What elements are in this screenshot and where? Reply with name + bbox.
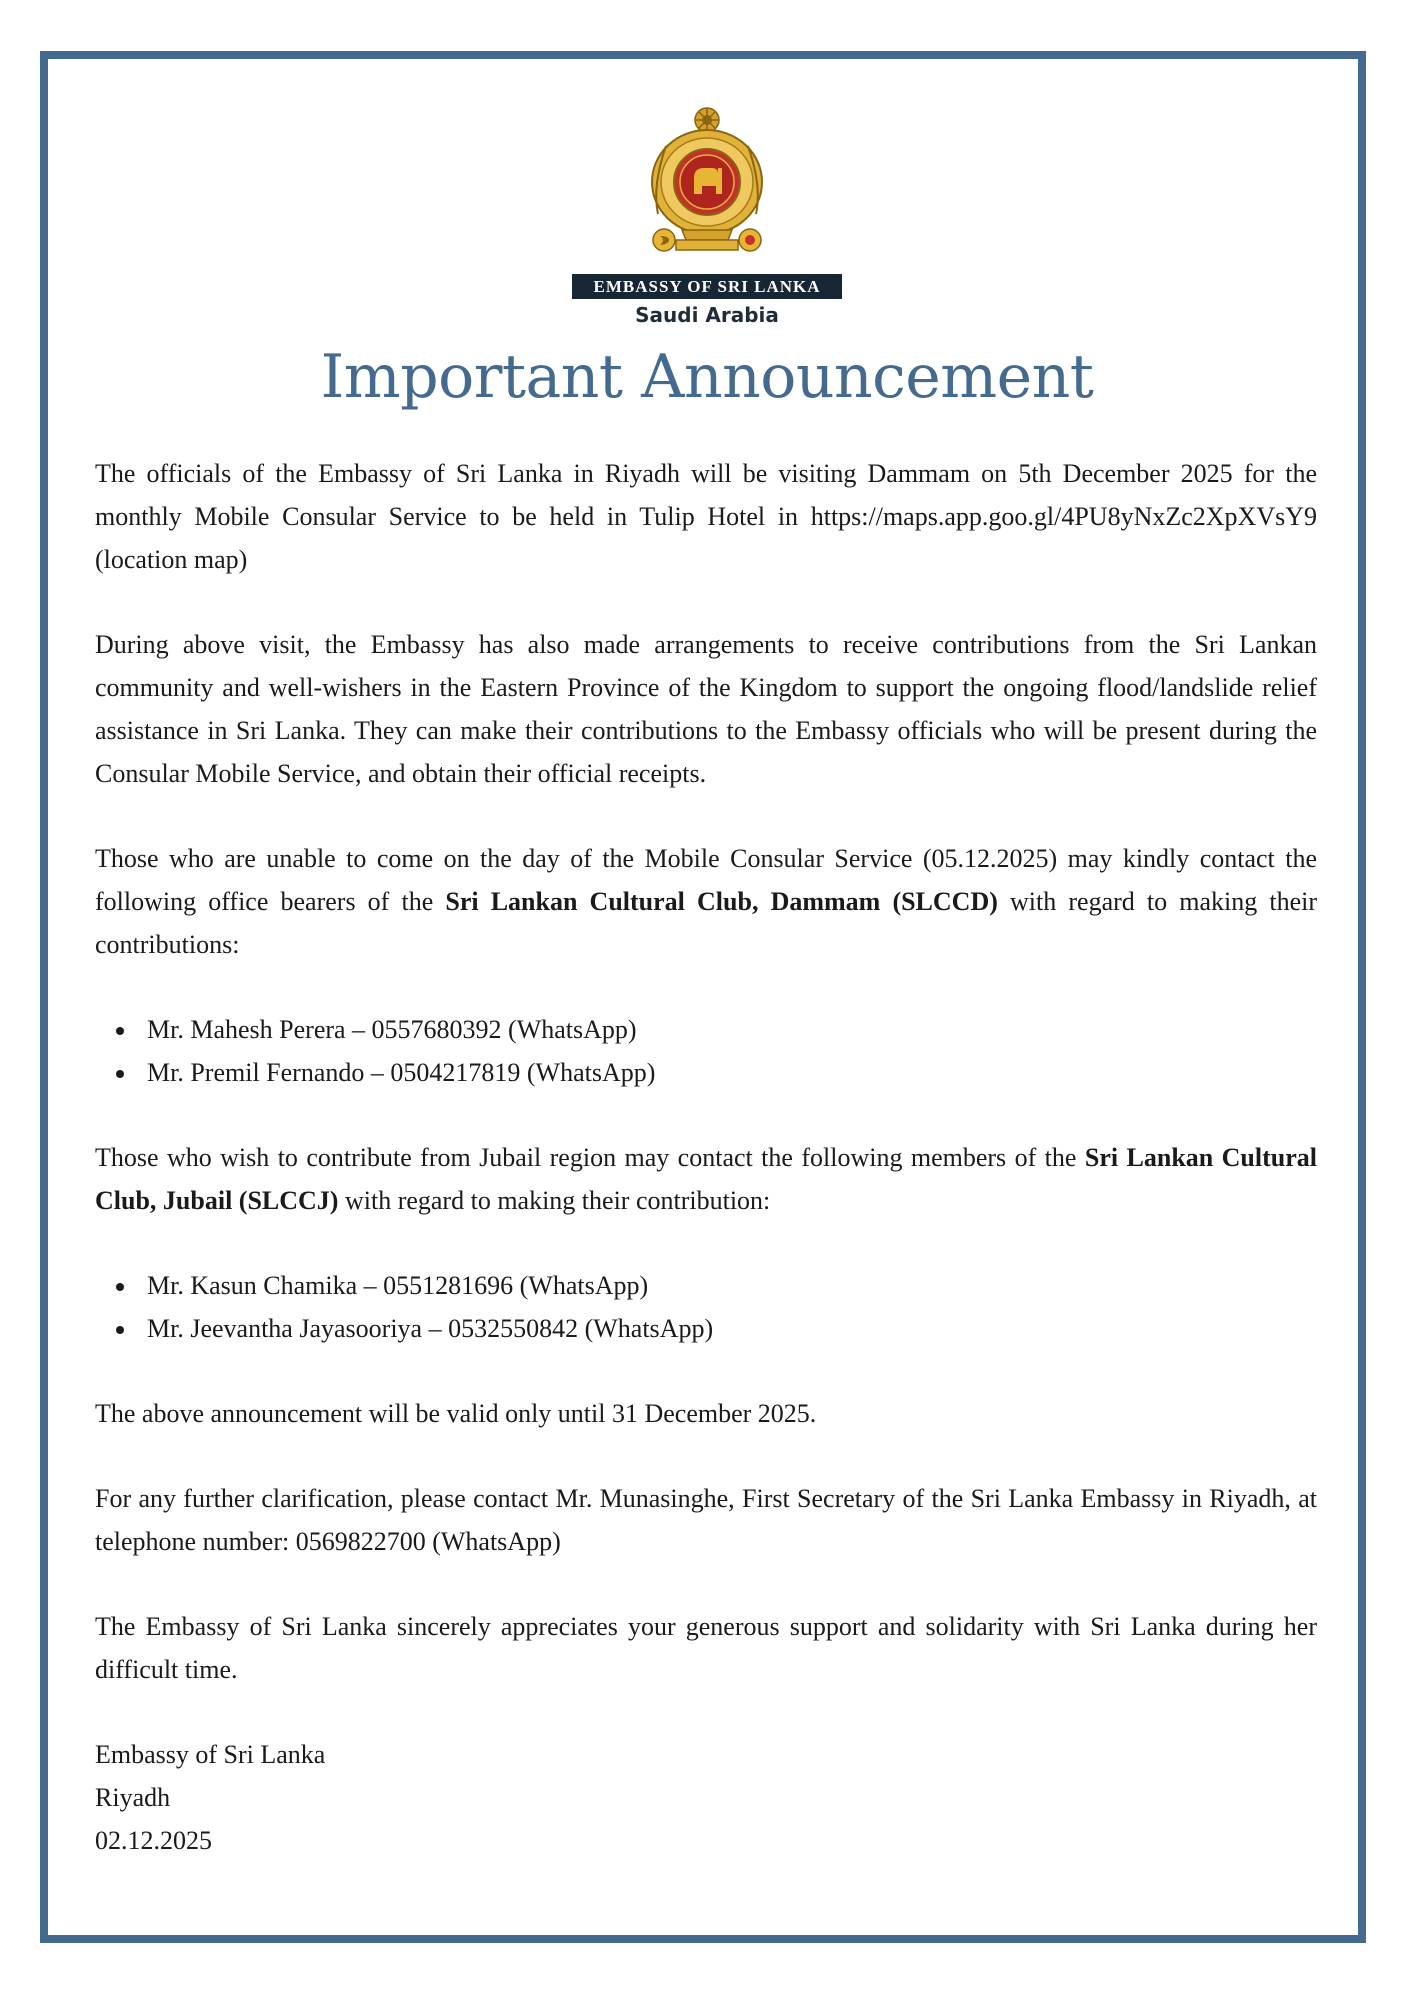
list-item: Mr. Mahesh Perera – 0557680392 (WhatsApp): [147, 1008, 1317, 1051]
list-item: Mr. Premil Fernando – 0504217819 (WhatsApp): [147, 1051, 1317, 1094]
signature-block: [95, 1733, 1317, 1862]
paragraph-text: with regard to making their contributions:: [95, 887, 1317, 959]
country-name: Saudi Arabia: [635, 303, 779, 327]
signature-date: 02.12.2025: [95, 1826, 212, 1855]
club-name-jubail: Sri Lankan Cultural Club, Jubail (SLCCJ): [95, 1143, 1318, 1215]
paragraph-text: Those who wish to contribute from Jubail region may contact the following members of the: [95, 1143, 1085, 1172]
paragraph-dammam-club: [95, 837, 1317, 966]
paragraph-text: Those who are unable to come on the day of the Mobile Consular Service (05.12.2025) may kindly contact the following office bearers of the: [95, 844, 1317, 916]
paragraph-jubail-club: [95, 1136, 1317, 1222]
jubail-contact-list: [95, 1264, 1317, 1350]
paragraph-text: with regard to making their contribution:: [338, 1186, 771, 1215]
dammam-contact-list: [95, 1008, 1317, 1094]
letterhead: [0, 106, 1414, 327]
list-item: Mr. Jeevantha Jayasooriya – 0532550842 (WhatsApp): [147, 1307, 1317, 1350]
paragraph-validity: The above announcement will be valid only until 31 December 2025.: [95, 1399, 817, 1428]
page-title: Important Announcement: [320, 342, 1094, 412]
paragraph-visit: The officials of the Embassy of Sri Lanka in Riyadh will be visiting Dammam on 5th December 2025 for the monthly Mobile Consular Service to be held in Tulip Hotel in https://maps.app.goo.gl/4PU8yNxZc2XpXVsY9 (location map): [95, 459, 1317, 574]
paragraph-clarification: For any further clarification, please contact Mr. Munasinghe, First Secretary of the Sri Lanka Embassy in Riyadh, at telephone number: 0569822700 (WhatsApp): [95, 1484, 1317, 1556]
paragraph-contributions: During above visit, the Embassy has also made arrangements to receive contributions from the Sri Lankan community and well-wishers in the Eastern Province of the Kingdom to support the ongoing flood/landslide relief assistance in Sri Lanka. They can make their contributions to the Embassy officials who will be present during the Consular Mobile Service, and obtain their official receipts.: [95, 630, 1317, 788]
sri-lanka-emblem-icon: [632, 106, 782, 266]
announcement-body: [95, 452, 1317, 1862]
club-name-dammam: Sri Lankan Cultural Club, Dammam (SLCCD): [445, 887, 998, 916]
signature-city: Riyadh: [95, 1783, 171, 1812]
signature-embassy: Embassy of Sri Lanka: [95, 1740, 326, 1769]
paragraph-appreciation: The Embassy of Sri Lanka sincerely appreciates your generous support and solidarity with Sri Lanka during her difficult time.: [95, 1612, 1317, 1684]
embassy-banner: EMBASSY OF SRI LANKA: [572, 274, 842, 299]
list-item: Mr. Kasun Chamika – 0551281696 (WhatsApp): [147, 1264, 1317, 1307]
